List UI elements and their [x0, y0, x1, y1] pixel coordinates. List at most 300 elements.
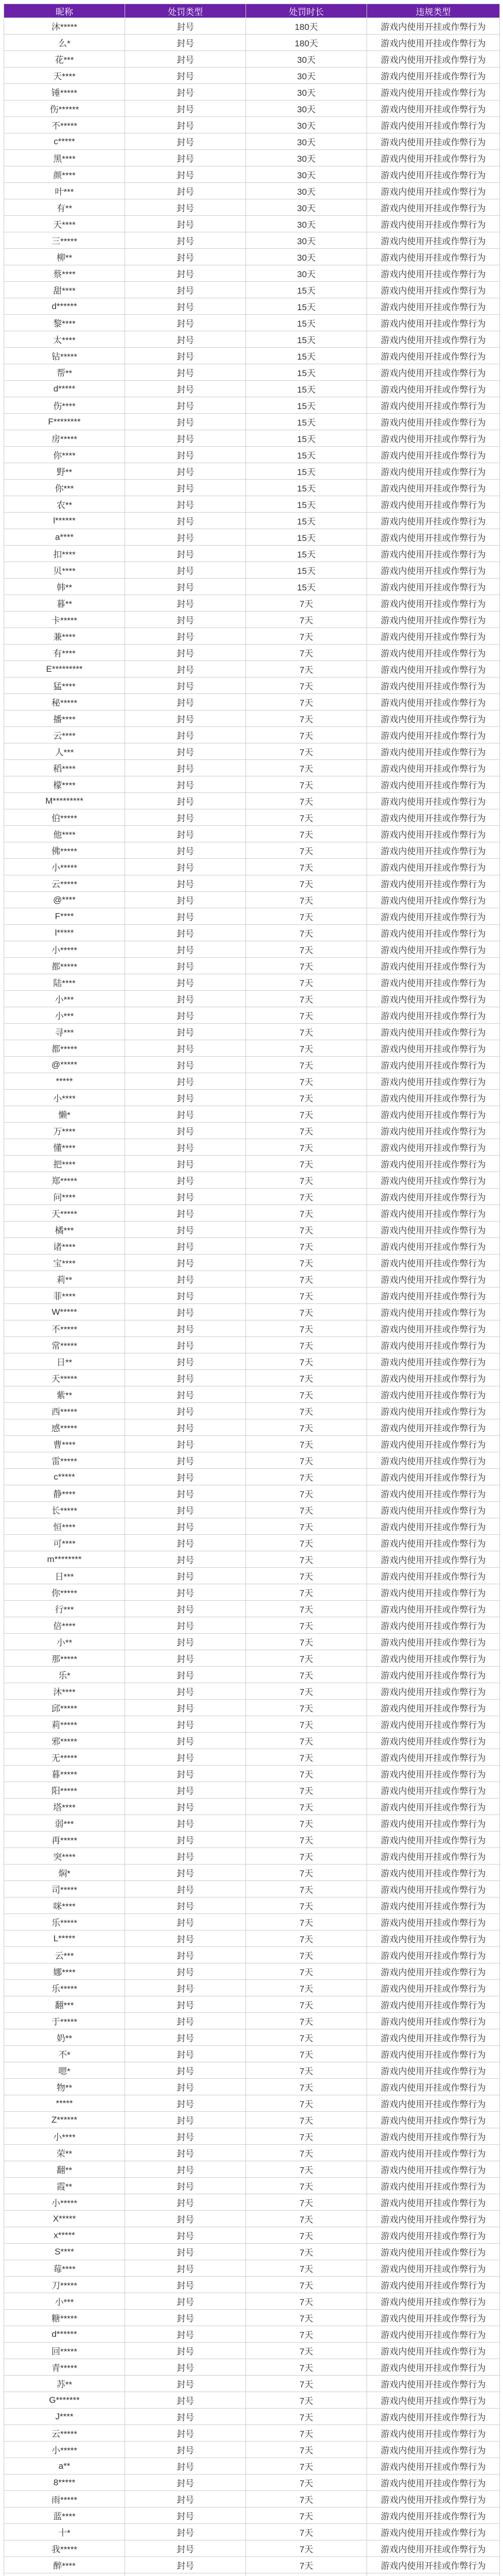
- cell-violation-type: 游戏内使用开挂或作弊行为: [367, 1683, 500, 1700]
- cell-nickname: 你****: [4, 447, 125, 463]
- cell-violation-type: 游戏内使用开挂或作弊行为: [367, 612, 500, 628]
- cell-penalty-type: 封号: [125, 216, 246, 232]
- table-row: [4, 18, 500, 35]
- cell-violation-type: 游戏内使用开挂或作弊行为: [367, 1980, 500, 1996]
- cell-violation-type: 游戏内使用开挂或作弊行为: [367, 397, 500, 414]
- table-body: [4, 18, 500, 2576]
- cell-penalty-type: 封号: [125, 265, 246, 282]
- cell-penalty-type: 封号: [125, 18, 246, 35]
- cell-nickname: 佛*****: [4, 842, 125, 859]
- table-row: [4, 1320, 500, 1337]
- cell-violation-type: 游戏内使用开挂或作弊行为: [367, 35, 500, 51]
- cell-penalty-duration: 7天: [246, 1683, 367, 1700]
- table-row: [4, 793, 500, 809]
- cell-penalty-type: 封号: [125, 35, 246, 51]
- cell-penalty-type: 封号: [125, 232, 246, 249]
- table-row: [4, 265, 500, 282]
- cell-violation-type: 游戏内使用开挂或作弊行为: [367, 1469, 500, 1485]
- cell-penalty-type: 封号: [125, 2557, 246, 2573]
- cell-penalty-type: 封号: [125, 199, 246, 216]
- cell-penalty-type: 封号: [125, 2524, 246, 2540]
- table-row: [4, 2194, 500, 2211]
- cell-nickname: 有****: [4, 645, 125, 661]
- cell-penalty-duration: 7天: [246, 1469, 367, 1485]
- cell-violation-type: 游戏内使用开挂或作弊行为: [367, 2293, 500, 2310]
- cell-penalty-type: 封号: [125, 1799, 246, 1815]
- cell-penalty-duration: 7天: [246, 2260, 367, 2277]
- cell-nickname: 陆****: [4, 974, 125, 991]
- table-row: [4, 67, 500, 84]
- cell-nickname: c*****: [4, 133, 125, 150]
- cell-penalty-duration: 7天: [246, 1634, 367, 1650]
- table-row: [4, 1947, 500, 1963]
- cell-penalty-duration: 7天: [246, 1320, 367, 1337]
- table-row: [4, 1584, 500, 1601]
- cell-penalty-type: 封号: [125, 2046, 246, 2062]
- cell-violation-type: 游戏内使用开挂或作弊行为: [367, 908, 500, 925]
- cell-penalty-type: 封号: [125, 809, 246, 826]
- cell-nickname: 苏**: [4, 2376, 125, 2392]
- table-row: [4, 1930, 500, 1947]
- cell-nickname: 伯*****: [4, 809, 125, 826]
- cell-nickname: 雨*****: [4, 2491, 125, 2507]
- cell-penalty-type: 封号: [125, 1617, 246, 1634]
- cell-penalty-type: 封号: [125, 1436, 246, 1452]
- cell-penalty-duration: 7天: [246, 1667, 367, 1683]
- cell-nickname: 问****: [4, 1189, 125, 1205]
- cell-penalty-type: 封号: [125, 1815, 246, 1832]
- table-row: [4, 2227, 500, 2244]
- table-row: [4, 974, 500, 991]
- cell-penalty-type: 封号: [125, 133, 246, 150]
- cell-nickname: d******: [4, 2326, 125, 2343]
- table-row: [4, 1634, 500, 1650]
- cell-penalty-type: 封号: [125, 958, 246, 974]
- cell-penalty-duration: 7天: [246, 1139, 367, 1156]
- cell-violation-type: 游戏内使用开挂或作弊行为: [367, 67, 500, 84]
- cell-nickname: 云*****: [4, 875, 125, 892]
- cell-penalty-duration: 7天: [246, 2029, 367, 2046]
- header-nickname: 昵称: [4, 4, 125, 18]
- table-row: [4, 1914, 500, 1930]
- cell-penalty-type: 封号: [125, 859, 246, 875]
- table-row: [4, 2343, 500, 2359]
- cell-penalty-duration: 7天: [246, 1403, 367, 1419]
- cell-violation-type: 游戏内使用开挂或作弊行为: [367, 1222, 500, 1238]
- cell-nickname: 花***: [4, 51, 125, 67]
- table-row: [4, 859, 500, 875]
- table-row: [4, 100, 500, 117]
- table-row: [4, 1419, 500, 1436]
- cell-violation-type: 游戏内使用开挂或作弊行为: [367, 1914, 500, 1930]
- cell-penalty-duration: 7天: [246, 1222, 367, 1238]
- cell-penalty-duration: 7天: [246, 1271, 367, 1287]
- cell-nickname: 云*****: [4, 2425, 125, 2442]
- cell-nickname: 西*****: [4, 1403, 125, 1419]
- cell-penalty-type: 封号: [125, 1733, 246, 1749]
- cell-violation-type: 游戏内使用开挂或作弊行为: [367, 265, 500, 282]
- cell-penalty-duration: 180天: [246, 18, 367, 35]
- cell-penalty-duration: 7天: [246, 1947, 367, 1963]
- table-row: [4, 430, 500, 447]
- cell-penalty-type: 封号: [125, 1222, 246, 1238]
- table-row: [4, 2392, 500, 2409]
- table-row: [4, 958, 500, 974]
- cell-penalty-type: 封号: [125, 430, 246, 447]
- cell-nickname: 乐*: [4, 1667, 125, 1683]
- cell-violation-type: 游戏内使用开挂或作弊行为: [367, 1436, 500, 1452]
- cell-penalty-duration: 30天: [246, 100, 367, 117]
- table-row: [4, 1881, 500, 1897]
- cell-violation-type: 游戏内使用开挂或作弊行为: [367, 875, 500, 892]
- cell-penalty-duration: 15天: [246, 298, 367, 315]
- table-row: [4, 2161, 500, 2178]
- table-row: [4, 1733, 500, 1749]
- cell-penalty-type: 封号: [125, 513, 246, 529]
- table-row: [4, 282, 500, 298]
- cell-violation-type: 游戏内使用开挂或作弊行为: [367, 1568, 500, 1584]
- cell-penalty-type: 封号: [125, 579, 246, 595]
- table-row: [4, 1452, 500, 1469]
- cell-penalty-type: 封号: [125, 1634, 246, 1650]
- cell-penalty-duration: 7天: [246, 941, 367, 958]
- cell-penalty-type: 封号: [125, 2178, 246, 2194]
- cell-penalty-type: 封号: [125, 1865, 246, 1881]
- cell-penalty-duration: 15天: [246, 364, 367, 381]
- cell-violation-type: 游戏内使用开挂或作弊行为: [367, 282, 500, 298]
- cell-penalty-type: 封号: [125, 463, 246, 480]
- cell-penalty-duration: 15天: [246, 562, 367, 579]
- cell-nickname: 小***: [4, 2293, 125, 2310]
- cell-violation-type: 游戏内使用开挂或作弊行为: [367, 2244, 500, 2260]
- table-row: [4, 892, 500, 908]
- table-row: [4, 2326, 500, 2343]
- cell-nickname: 把****: [4, 1156, 125, 1172]
- table-row: [4, 1403, 500, 1419]
- cell-penalty-duration: 30天: [246, 216, 367, 232]
- cell-violation-type: 游戏内使用开挂或作弊行为: [367, 298, 500, 315]
- cell-penalty-duration: 7天: [246, 694, 367, 710]
- cell-penalty-duration: 7天: [246, 1452, 367, 1469]
- cell-violation-type: 游戏内使用开挂或作弊行为: [367, 1617, 500, 1634]
- cell-penalty-type: 封号: [125, 529, 246, 546]
- cell-nickname: 么*: [4, 35, 125, 51]
- cell-penalty-type: 封号: [125, 2062, 246, 2079]
- table-row: [4, 1337, 500, 1353]
- cell-penalty-duration: 7天: [246, 661, 367, 677]
- cell-penalty-duration: 7天: [246, 1189, 367, 1205]
- table-row: [4, 2095, 500, 2112]
- cell-violation-type: 游戏内使用开挂或作弊行为: [367, 2310, 500, 2326]
- cell-penalty-type: 封号: [125, 826, 246, 842]
- cell-penalty-type: 封号: [125, 727, 246, 743]
- cell-nickname: 韩**: [4, 579, 125, 595]
- ban-list-table: [4, 4, 500, 2576]
- cell-violation-type: 游戏内使用开挂或作弊行为: [367, 1024, 500, 1040]
- cell-penalty-type: 封号: [125, 546, 246, 562]
- cell-penalty-type: 封号: [125, 1502, 246, 1518]
- cell-penalty-type: 封号: [125, 84, 246, 100]
- table-row: [4, 2260, 500, 2277]
- table-row: [4, 1222, 500, 1238]
- cell-violation-type: 游戏内使用开挂或作弊行为: [367, 1271, 500, 1287]
- cell-penalty-duration: 7天: [246, 2178, 367, 2194]
- table-row: [4, 2409, 500, 2425]
- cell-penalty-type: 封号: [125, 1568, 246, 1584]
- cell-violation-type: 游戏内使用开挂或作弊行为: [367, 1865, 500, 1881]
- table-row: [4, 1024, 500, 1040]
- cell-violation-type: 游戏内使用开挂或作弊行为: [367, 150, 500, 166]
- cell-violation-type: 游戏内使用开挂或作弊行为: [367, 1320, 500, 1337]
- table-row: [4, 908, 500, 925]
- cell-penalty-type: 封号: [125, 2260, 246, 2277]
- table-row: [4, 1617, 500, 1634]
- cell-violation-type: 游戏内使用开挂或作弊行为: [367, 348, 500, 364]
- cell-penalty-type: 封号: [125, 331, 246, 348]
- cell-penalty-duration: 7天: [246, 793, 367, 809]
- cell-penalty-type: 封号: [125, 1914, 246, 1930]
- cell-violation-type: 游戏内使用开挂或作弊行为: [367, 1172, 500, 1189]
- cell-penalty-duration: 15天: [246, 496, 367, 513]
- cell-penalty-type: 封号: [125, 1024, 246, 1040]
- cell-penalty-type: 封号: [125, 1766, 246, 1782]
- table-row: [4, 1106, 500, 1123]
- cell-penalty-duration: 7天: [246, 595, 367, 612]
- cell-penalty-type: 封号: [125, 1584, 246, 1601]
- cell-violation-type: 游戏内使用开挂或作弊行为: [367, 793, 500, 809]
- cell-nickname: 阳*****: [4, 1782, 125, 1799]
- cell-penalty-duration: 7天: [246, 2409, 367, 2425]
- table-row: [4, 2277, 500, 2293]
- table-row: [4, 84, 500, 100]
- cell-violation-type: 游戏内使用开挂或作弊行为: [367, 1815, 500, 1832]
- table-row: [4, 1963, 500, 1980]
- cell-penalty-duration: 30天: [246, 150, 367, 166]
- cell-penalty-duration: 7天: [246, 2079, 367, 2095]
- cell-penalty-type: 封号: [125, 496, 246, 513]
- ban-list-container: [4, 4, 499, 2576]
- cell-nickname: 天****: [4, 216, 125, 232]
- cell-violation-type: 游戏内使用开挂或作弊行为: [367, 1370, 500, 1386]
- cell-violation-type: 游戏内使用开挂或作弊行为: [367, 859, 500, 875]
- cell-nickname: 兼****: [4, 628, 125, 645]
- cell-penalty-duration: 7天: [246, 875, 367, 892]
- cell-penalty-duration: 7天: [246, 1518, 367, 1535]
- cell-penalty-duration: 7天: [246, 628, 367, 645]
- table-row: [4, 925, 500, 941]
- cell-penalty-type: 封号: [125, 1040, 246, 1057]
- cell-penalty-type: 封号: [125, 2475, 246, 2491]
- cell-violation-type: 游戏内使用开挂或作弊行为: [367, 1304, 500, 1320]
- cell-penalty-type: 封号: [125, 2310, 246, 2326]
- cell-nickname: L*****: [4, 1930, 125, 1947]
- cell-penalty-duration: 7天: [246, 2458, 367, 2475]
- table-row: [4, 1007, 500, 1024]
- cell-violation-type: 游戏内使用开挂或作弊行为: [367, 2475, 500, 2491]
- cell-penalty-type: 封号: [125, 2359, 246, 2376]
- cell-penalty-type: 封号: [125, 941, 246, 958]
- cell-penalty-type: 封号: [125, 2442, 246, 2458]
- cell-penalty-duration: 7天: [246, 2475, 367, 2491]
- cell-nickname: c*****: [4, 1469, 125, 1485]
- cell-nickname: 小*****: [4, 2194, 125, 2211]
- cell-penalty-type: 封号: [125, 1749, 246, 1766]
- cell-penalty-duration: 7天: [246, 991, 367, 1007]
- cell-penalty-type: 封号: [125, 100, 246, 117]
- table-row: [4, 35, 500, 51]
- cell-penalty-duration: 7天: [246, 809, 367, 826]
- cell-penalty-duration: 7天: [246, 1106, 367, 1123]
- cell-nickname: 小***: [4, 991, 125, 1007]
- cell-penalty-duration: 15天: [246, 529, 367, 546]
- cell-penalty-type: 封号: [125, 562, 246, 579]
- cell-violation-type: 游戏内使用开挂或作弊行为: [367, 2062, 500, 2079]
- cell-violation-type: 游戏内使用开挂或作弊行为: [367, 1667, 500, 1683]
- cell-nickname: 嗯*: [4, 2062, 125, 2079]
- cell-penalty-duration: 7天: [246, 1238, 367, 1255]
- cell-penalty-type: 封号: [125, 2227, 246, 2244]
- table-row: [4, 1189, 500, 1205]
- cell-penalty-type: 封号: [125, 1469, 246, 1485]
- cell-nickname: 乐*****: [4, 1914, 125, 1930]
- cell-penalty-duration: 7天: [246, 2507, 367, 2524]
- cell-penalty-type: 封号: [125, 2145, 246, 2161]
- cell-penalty-duration: 15天: [246, 414, 367, 430]
- cell-violation-type: 游戏内使用开挂或作弊行为: [367, 1535, 500, 1551]
- cell-penalty-duration: 30天: [246, 67, 367, 84]
- cell-penalty-duration: 7天: [246, 1897, 367, 1914]
- table-row: [4, 2458, 500, 2475]
- cell-penalty-type: 封号: [125, 2326, 246, 2343]
- cell-nickname: 诸****: [4, 1238, 125, 1255]
- cell-nickname: 柳**: [4, 249, 125, 265]
- cell-nickname: 檬****: [4, 776, 125, 793]
- cell-penalty-type: 封号: [125, 1189, 246, 1205]
- cell-nickname: 倍****: [4, 1617, 125, 1634]
- cell-penalty-duration: 7天: [246, 1700, 367, 1716]
- cell-penalty-type: 封号: [125, 925, 246, 941]
- cell-penalty-duration: 15天: [246, 463, 367, 480]
- cell-penalty-duration: 7天: [246, 2557, 367, 2573]
- cell-penalty-type: 封号: [125, 694, 246, 710]
- cell-nickname: 他****: [4, 826, 125, 842]
- table-row: [4, 2557, 500, 2573]
- cell-penalty-type: 封号: [125, 875, 246, 892]
- table-row: [4, 1667, 500, 1683]
- cell-nickname: 恒****: [4, 1518, 125, 1535]
- cell-penalty-type: 封号: [125, 2392, 246, 2409]
- table-row: [4, 842, 500, 859]
- cell-penalty-duration: 7天: [246, 925, 367, 941]
- cell-violation-type: 游戏内使用开挂或作弊行为: [367, 1040, 500, 1057]
- table-row: [4, 331, 500, 348]
- cell-nickname: 小****: [4, 2128, 125, 2145]
- cell-nickname: E*********: [4, 661, 125, 677]
- cell-penalty-duration: 7天: [246, 1502, 367, 1518]
- table-row: [4, 776, 500, 793]
- cell-nickname: 青*****: [4, 2359, 125, 2376]
- cell-nickname: 蔡****: [4, 265, 125, 282]
- cell-penalty-duration: 7天: [246, 2161, 367, 2178]
- table-row: [4, 546, 500, 562]
- cell-nickname: 蓝****: [4, 2507, 125, 2524]
- table-row: [4, 166, 500, 183]
- cell-nickname: F********: [4, 414, 125, 430]
- cell-penalty-duration: 30天: [246, 249, 367, 265]
- cell-violation-type: 游戏内使用开挂或作弊行为: [367, 677, 500, 694]
- cell-penalty-type: 封号: [125, 51, 246, 67]
- cell-violation-type: 游戏内使用开挂或作弊行为: [367, 430, 500, 447]
- cell-violation-type: 游戏内使用开挂或作弊行为: [367, 1518, 500, 1535]
- cell-penalty-type: 封号: [125, 1238, 246, 1255]
- cell-penalty-type: 封号: [125, 1452, 246, 1469]
- cell-penalty-duration: 15天: [246, 282, 367, 298]
- header-violation-type: 违规类型: [367, 4, 500, 18]
- cell-nickname: 回*****: [4, 2343, 125, 2359]
- cell-violation-type: 游戏内使用开挂或作弊行为: [367, 2161, 500, 2178]
- table-row: [4, 1139, 500, 1156]
- cell-penalty-duration: 15天: [246, 315, 367, 331]
- cell-nickname: 刀*****: [4, 2277, 125, 2293]
- cell-penalty-type: 封号: [125, 447, 246, 463]
- cell-nickname: 房*****: [4, 430, 125, 447]
- cell-violation-type: 游戏内使用开挂或作弊行为: [367, 2409, 500, 2425]
- cell-penalty-type: 封号: [125, 348, 246, 364]
- cell-violation-type: 游戏内使用开挂或作弊行为: [367, 2425, 500, 2442]
- cell-violation-type: 游戏内使用开挂或作弊行为: [367, 892, 500, 908]
- cell-penalty-type: 封号: [125, 1848, 246, 1865]
- cell-nickname: 颜****: [4, 166, 125, 183]
- cell-penalty-duration: 7天: [246, 760, 367, 776]
- cell-nickname: 菲****: [4, 1287, 125, 1304]
- cell-nickname: 有**: [4, 199, 125, 216]
- table-row: [4, 463, 500, 480]
- cell-penalty-type: 封号: [125, 166, 246, 183]
- cell-violation-type: 游戏内使用开挂或作弊行为: [367, 463, 500, 480]
- table-row: [4, 1090, 500, 1106]
- cell-nickname: 司*****: [4, 1881, 125, 1897]
- cell-violation-type: 游戏内使用开挂或作弊行为: [367, 1799, 500, 1815]
- cell-penalty-type: 封号: [125, 710, 246, 727]
- cell-violation-type: 游戏内使用开挂或作弊行为: [367, 1123, 500, 1139]
- cell-nickname: G*******: [4, 2392, 125, 2409]
- cell-penalty-duration: 7天: [246, 2062, 367, 2079]
- cell-penalty-duration: 7天: [246, 2095, 367, 2112]
- cell-penalty-duration: 7天: [246, 2491, 367, 2507]
- cell-violation-type: 游戏内使用开挂或作弊行为: [367, 1897, 500, 1914]
- cell-nickname: 钻*****: [4, 348, 125, 364]
- cell-violation-type: 游戏内使用开挂或作弊行为: [367, 166, 500, 183]
- cell-nickname: 咪****: [4, 1897, 125, 1914]
- table-row: [4, 595, 500, 612]
- cell-penalty-type: 封号: [125, 1881, 246, 1897]
- cell-penalty-duration: 7天: [246, 2013, 367, 2029]
- cell-nickname: 太****: [4, 331, 125, 348]
- cell-violation-type: 游戏内使用开挂或作弊行为: [367, 2326, 500, 2343]
- cell-nickname: 荣**: [4, 2145, 125, 2161]
- cell-nickname: J****: [4, 2409, 125, 2425]
- cell-nickname: 卡*****: [4, 612, 125, 628]
- table-row: [4, 645, 500, 661]
- cell-violation-type: 游戏内使用开挂或作弊行为: [367, 2128, 500, 2145]
- cell-violation-type: 游戏内使用开挂或作弊行为: [367, 513, 500, 529]
- cell-penalty-duration: 30天: [246, 265, 367, 282]
- cell-penalty-type: [125, 2573, 246, 2576]
- cell-violation-type: 游戏内使用开挂或作弊行为: [367, 2376, 500, 2392]
- cell-penalty-type: 封号: [125, 1485, 246, 1502]
- cell-nickname: 三*****: [4, 232, 125, 249]
- cell-penalty-type: 封号: [125, 661, 246, 677]
